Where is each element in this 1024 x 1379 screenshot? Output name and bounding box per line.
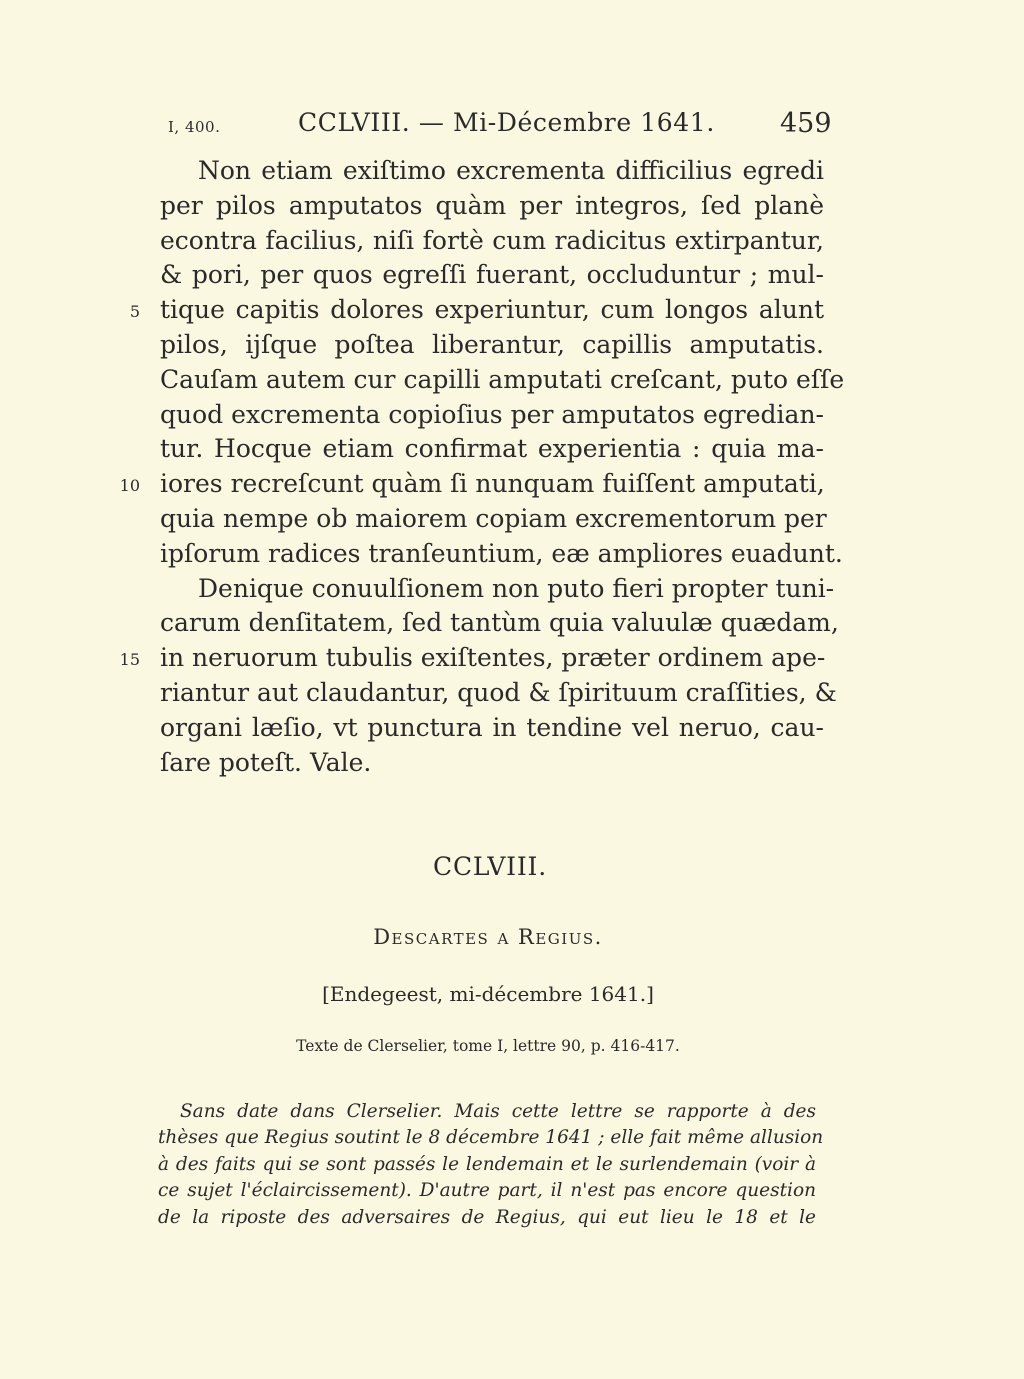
text-line: 10 iores recreſcunt quàm ſi nunquam fuiſſent amputati, — [160, 467, 824, 502]
text-line: riantur aut claudantur, quod & ſpirituum craſſities, & — [160, 677, 837, 707]
note-line: Sans date dans Clerselier. Mais cette lettre se rapporte à des — [180, 1101, 816, 1122]
text-line: quod excrementa copioſius per amputatos egredian- — [160, 399, 824, 429]
editorial-note — [158, 1099, 824, 1231]
note-line: thèses que Regius soutint le 8 décembre 1641 ; elle fait même allusion — [158, 1127, 824, 1149]
text-line: 5 tique capitis dolores experiuntur, cum longos alunt — [160, 293, 824, 328]
text-line: econtra facilius, niſi fortè cum radicitus extirpantur, — [160, 225, 824, 255]
page-number: 459 — [780, 108, 832, 139]
correspondents-heading: Descartes a Regius. — [373, 925, 603, 949]
text-line: quia nempe ob maiorem copiam excrementorum per — [160, 503, 827, 533]
note-line: de la riposte des adversaires de Regius, qui eut lieu le 18 et le — [158, 1206, 816, 1228]
line-number: 15 — [119, 650, 140, 670]
text-line: 15 in neruorum tubulis exiſtentes, præter ordinem ape- — [160, 641, 824, 676]
text-line: pilos, ijſque poſtea liberantur, capillis amputatis. — [160, 329, 824, 359]
text-line: per pilos amputatos quàm per integros, ſed planè — [160, 190, 824, 220]
running-header — [0, 108, 1024, 144]
latin-letter-text — [119, 154, 845, 780]
note-line: à des faits qui se sont passés le lendemain et le surlendemain (voir à — [158, 1153, 816, 1175]
running-title: CCLVIII. — Mi-Décembre 1641. — [298, 108, 715, 137]
text-line: carum denſitatem, ſed tantùm quia valuulæ quædam, — [160, 608, 839, 638]
line-number: 10 — [119, 476, 140, 496]
source-citation: Texte de Clerselier, tome I, lettre 90, p. 416-417. — [296, 1037, 680, 1055]
text-line: organi læſio, vt punctura in tendine vel neruo, cau- — [160, 712, 824, 742]
text-line: ſare poteſt. Vale. — [160, 747, 372, 777]
letter-number-heading: CCLVIII. — [433, 852, 547, 881]
text-line: Cauſam autem cur capilli amputati creſcant, puto eſſe — [160, 364, 845, 394]
text-line: ipſorum radices tranſeuntium, eæ ampliores euadunt. — [160, 538, 843, 568]
edition-reference: I, 400. — [168, 118, 221, 136]
text-line: tur. Hocque etiam confirmat experientia : quia ma- — [160, 434, 824, 464]
text-line: Non etiam exiſtimo excrementa difficilius egredi — [198, 156, 824, 185]
text-line: & pori, per quos egreſſi fuerant, occluduntur ; mul- — [160, 260, 824, 290]
note-line: ce sujet l'éclaircissement). D'autre part, il n'est pas encore question — [158, 1180, 816, 1202]
line-number: 5 — [129, 302, 140, 322]
text-line: Denique conuulſionem non puto fieri propter tuni- — [198, 573, 835, 603]
letter-date-place: [Endegeest, mi-décembre 1641.] — [322, 982, 654, 1006]
